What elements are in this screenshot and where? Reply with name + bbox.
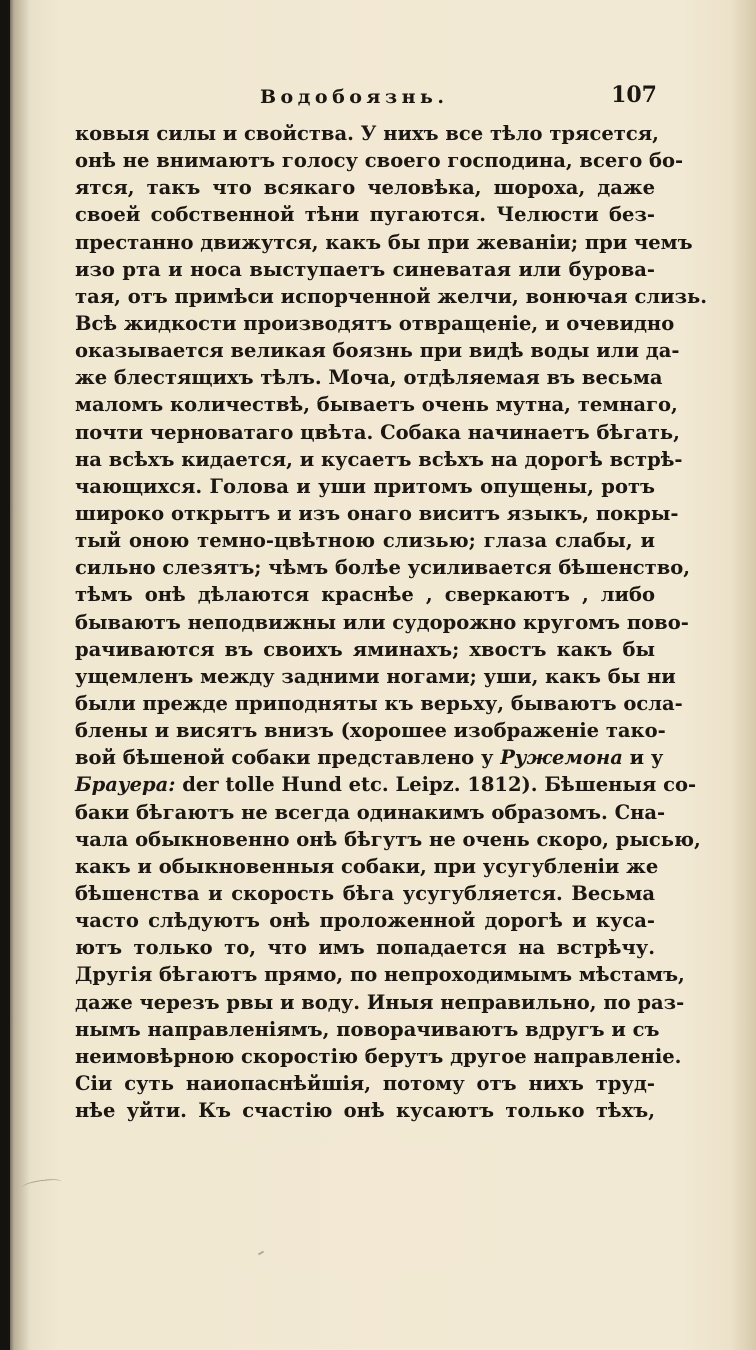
- text-line: же блестящихъ тѣлъ. Моча, отдѣляемая въ весьма: [75, 366, 663, 390]
- text-line: ютъ только то, что имъ попадается на встрѣчу.: [75, 936, 655, 960]
- paper-speck: [258, 1251, 264, 1256]
- text-line: какъ и обыкновенныя собаки, при усугубленiи же: [75, 854, 659, 878]
- text-line: оказывается великая боязнь при видѣ воды или да-: [75, 339, 680, 363]
- text-line: ятся, такъ что всякаго человѣка, шороха, даже: [75, 176, 655, 200]
- text-line-mixed: [75, 771, 697, 798]
- text-line: чала обыкновенно онѣ бѣгутъ не очень скоро, рысью,: [75, 827, 701, 851]
- text-line-mixed: [75, 744, 664, 771]
- text-line: часто слѣдуютъ онѣ проложенной дорогѣ и куса-: [75, 909, 655, 933]
- text-line: тая, отъ примѣси испорченной желчи, вонючая слизь.: [75, 284, 708, 308]
- text-line: бываютъ неподвижны или судорожно кругомъ пово-: [75, 610, 689, 634]
- page-number: 107: [611, 82, 657, 108]
- text-line: ущемленъ между задними ногами; уши, какъ бы ни: [75, 664, 676, 688]
- text-line: почти черноватаго цвѣта. Собака начинаетъ бѣгать,: [75, 420, 680, 444]
- text-line: баки бѣгаютъ не всегда одинакимъ образомъ. Сна-: [75, 800, 666, 824]
- text-segment: и у: [629, 746, 664, 770]
- text-line: своей собственной тѣни пугаются. Челюсти без-: [75, 203, 655, 227]
- text-line: престанно движутся, какъ бы при жеванiи; при чемъ: [75, 230, 693, 254]
- text-line: даже черезъ рвы и воду. Иныя неправильно, по раз-: [75, 990, 685, 1014]
- text-line: рачиваются въ своихъ яминахъ; хвостъ какъ бы: [75, 637, 655, 661]
- italic-name-rouzhemon: Ружемона: [500, 746, 623, 770]
- text-line: маломъ количествѣ, бываетъ очень мутна, темнаго,: [75, 393, 678, 417]
- text-line: тѣмъ онѣ дѣлаются краснѣе , сверкаютъ , либо: [75, 583, 655, 607]
- text-line: бѣшенства и скорость бѣга усугубляется. Весьма: [75, 881, 655, 905]
- text-line: ковыя силы и свойства. У нихъ все тѣло трясется,: [75, 122, 659, 145]
- text-line: онѣ не внимаютъ голосу своего господина, всего бо-: [75, 149, 684, 173]
- text-line: нымъ направленiямъ, поворачиваютъ вдругъ и съ: [75, 1017, 660, 1041]
- text-line: Всѣ жидкости производятъ отвращенiе, и очевидно: [75, 311, 675, 335]
- text-line: сильно слезятъ; чѣмъ болѣе усиливается бѣшенство,: [75, 556, 691, 580]
- text-segment: der tolle Hund etc. Leipz. 1812). Бѣшеныя со-: [182, 773, 697, 797]
- text-line: на всѣхъ кидается, и кусаетъ всѣхъ на дорогѣ встрѣ-: [75, 447, 683, 471]
- text-line: блены и висятъ внизъ (хорошее изображенiе тако-: [75, 719, 666, 743]
- text-line: Другiя бѣгаютъ прямо, по непроходимымъ мѣстамъ,: [75, 963, 685, 987]
- text-line: Сiи суть наиопаснѣйшiя, потому отъ нихъ труд-: [75, 1071, 655, 1095]
- text-line: чающихся. Голова и уши притомъ опущены, ротъ: [75, 474, 655, 498]
- page-header: [75, 82, 665, 116]
- text-segment: вой бѣшеной собаки представлено у: [75, 746, 494, 770]
- text-line: неимовѣрною скоростiю берутъ другое направленiе.: [75, 1044, 682, 1068]
- body-text: [75, 120, 708, 1124]
- running-title: Водобоязнь.: [260, 86, 449, 108]
- text-line: тый оною темно-цвѣтною слизью; глаза слабы, и: [75, 529, 655, 553]
- binding-shadow: [0, 0, 10, 1350]
- italic-name-brauer: Брауера:: [75, 773, 176, 797]
- text-line: широко открытъ и изъ онаго виситъ языкъ, покры-: [75, 501, 679, 525]
- margin-mark: [22, 1177, 63, 1191]
- text-line: были прежде приподняты къ верьху, бываютъ осла-: [75, 691, 683, 715]
- text-line: изо рта и носа выступаетъ синеватая или бурова-: [75, 257, 655, 281]
- text-line: нѣе уйти. Къ счастiю онѣ кусаютъ только тѣхъ,: [75, 1099, 655, 1123]
